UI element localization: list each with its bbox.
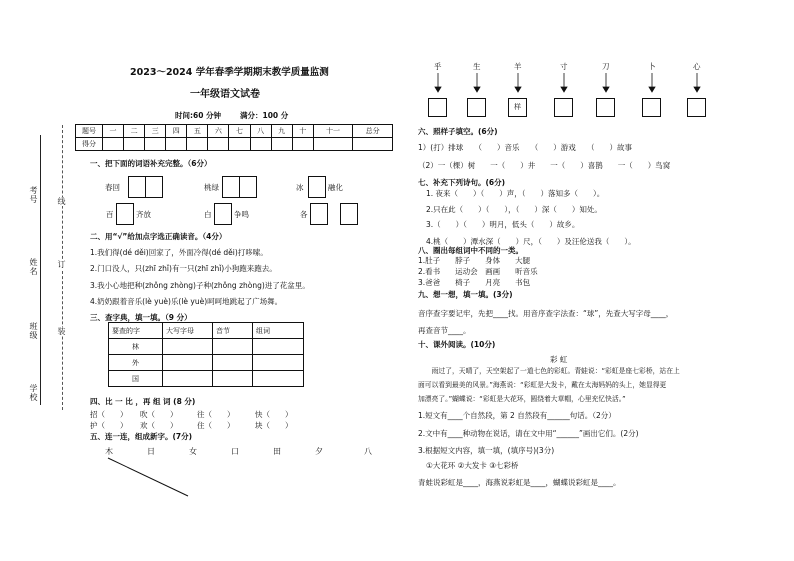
reading-question: 2.文中有____种动物在说话，请在文中用“______”画出它们。(2分) — [418, 429, 639, 438]
answer-cell[interactable] — [213, 371, 253, 387]
fill-line: 1）(打）排球 （ ）音乐 （ ）游戏 （ ）故事 — [418, 143, 632, 152]
passage-line: 雨过了，天晴了，天空架起了一道七色的彩虹。青蛙说：“彩虹是座七彩桥，站在上 — [418, 367, 680, 375]
answer-box[interactable] — [239, 176, 257, 198]
component-char[interactable]: 田 — [273, 447, 281, 456]
idiom-part: 冰 — [296, 183, 304, 192]
radical-arrows — [420, 72, 720, 94]
component-char[interactable]: 八 — [364, 447, 372, 456]
reading-options: ①大花环 ②大发卡 ③七彩桥 — [426, 461, 519, 470]
compare-item: 往（ ） — [197, 410, 235, 419]
char-cell: 国 — [109, 371, 163, 387]
idiom-part: 融化 — [328, 183, 343, 192]
answer-box[interactable] — [128, 176, 146, 198]
score-row-label: 得分 — [76, 138, 103, 151]
score-input-cell[interactable] — [145, 138, 166, 151]
radical-char: 刀 — [602, 62, 610, 71]
time-label: 时间:60 分钟 — [175, 111, 222, 120]
answer-box[interactable] — [214, 203, 232, 225]
answer-box[interactable] — [340, 203, 358, 225]
score-input-cell[interactable] — [250, 138, 271, 151]
table-header-cell: 要查的字 — [109, 323, 163, 339]
poem-line: 3.（ ）（ ）明月，低头（ ）故乡。 — [426, 220, 580, 229]
table-row — [109, 371, 304, 387]
score-cell: 二 — [124, 125, 145, 138]
answer-box[interactable] — [116, 203, 134, 225]
section1-title: 一、把下面的词语补充完整。（6分） — [90, 159, 212, 168]
score-input-cell[interactable] — [353, 138, 393, 151]
score-input-cell[interactable] — [292, 138, 313, 151]
pinyin-question: 1.我们得(dé děi)回家了，外面冷得(dé děi)打哆嗦。 — [90, 248, 268, 257]
binding-margin — [0, 0, 75, 561]
radical-char: 寸 — [560, 62, 568, 71]
compare-item: 欢（ ） — [140, 421, 178, 430]
score-cell: 十 — [292, 125, 313, 138]
compare-item: 吹（ ） — [140, 410, 178, 419]
table-row — [109, 339, 304, 355]
exam-subtitle: 一年级语文试卷 — [190, 89, 260, 100]
score-cell: 八 — [250, 125, 271, 138]
binding-line-mark: 线 — [57, 197, 66, 206]
compare-item: 护（ ） — [90, 421, 128, 430]
compare-item: 住（ ） — [197, 421, 235, 430]
radical-char: 羊 — [514, 62, 522, 71]
radical-answer-box[interactable] — [687, 98, 706, 117]
answer-cell[interactable] — [253, 339, 304, 355]
table-header-cell: 音节 — [213, 323, 253, 339]
pinyin-question: 2.门口没人，只(zhī zhǐ)有一只(zhī zhǐ)小狗跑来跑去。 — [90, 264, 277, 273]
radical-example-box: 样 — [508, 98, 527, 117]
poem-line: 4.桃（ ）潭水深（ ）尺，（ ）及汪伦送我（ ）。 — [426, 237, 636, 246]
radical-char: 卜 — [648, 62, 656, 71]
score-input-cell[interactable] — [208, 138, 229, 151]
score-input-cell[interactable] — [166, 138, 187, 151]
idiom-part: 桃绿 — [204, 183, 219, 192]
score-cell: 七 — [229, 125, 250, 138]
radical-answer-box[interactable] — [428, 98, 447, 117]
dictionary-question: 再查音节____。 — [418, 326, 471, 335]
radical-answer-box[interactable] — [642, 98, 661, 117]
score-table-score-row — [76, 138, 393, 151]
section9-title: 九、想一想，填一填。(3分) — [418, 290, 513, 299]
reading-answer-line: 青蛙说彩虹是____，海燕说彩虹是____，蝴蝶说彩虹是____。 — [418, 478, 621, 487]
exam-title: 2023～2024 学年春季学期期末教学质量监测 — [130, 67, 329, 78]
score-input-cell[interactable] — [187, 138, 208, 151]
word-group: 2.看书 运动会 画画 听音乐 — [418, 267, 538, 276]
dictionary-table — [108, 322, 304, 387]
word-group: 3.爸爸 椅子 月亮 书包 — [418, 278, 531, 287]
score-cell: 总分 — [353, 125, 393, 138]
section2-title: 二、用“√”给加点字选正确读音。（4分） — [90, 232, 227, 241]
score-input-cell[interactable] — [271, 138, 292, 151]
reading-question: 1.短文有____个自然段，第 2 自然段有______句话。（2分） — [418, 411, 616, 420]
school-label: 学校 — [29, 384, 38, 402]
char-cell: 外 — [109, 355, 163, 371]
word-group: 1.肚子 脖子 身体 大腿 — [418, 256, 531, 265]
radical-answer-box[interactable] — [554, 98, 573, 117]
score-cell: 十一 — [313, 125, 353, 138]
score-cell: 三 — [145, 125, 166, 138]
score-cell: 六 — [208, 125, 229, 138]
answer-cell[interactable] — [213, 355, 253, 371]
idiom-part: 白 — [204, 210, 212, 219]
radical-char: 心 — [693, 62, 701, 71]
class-label: 班级 — [29, 322, 38, 340]
score-input-cell[interactable] — [229, 138, 250, 151]
compare-item: 快（ ） — [255, 410, 293, 419]
component-char[interactable]: 女 — [189, 447, 197, 456]
connecting-line-example — [100, 455, 195, 500]
passage-line: 面可以看到最美的风景。”海燕说：“彩虹是大发卡，戴在太海妈妈的头上，她显得更 — [418, 381, 667, 389]
radical-char: 生 — [473, 62, 481, 71]
score-cell: 题号 — [76, 125, 103, 138]
idiom-part: 各 — [300, 210, 308, 219]
section8-title: 八、圈出每组词中不同的一类。 — [418, 246, 523, 255]
table-header-cell: 组词 — [253, 323, 304, 339]
pinyin-question: 3.我小心地把种(zhǒng zhòng)子种(zhǒng zhòng)进了花盆里。 — [90, 281, 310, 290]
idiom-part: 百 — [106, 210, 114, 219]
answer-cell[interactable] — [163, 339, 213, 355]
answer-cell[interactable] — [213, 339, 253, 355]
score-cell: 四 — [166, 125, 187, 138]
radical-answer-box[interactable] — [467, 98, 486, 117]
answer-box[interactable] — [222, 176, 240, 198]
binding-install-mark: 装 — [57, 327, 66, 336]
compare-item: 块（ ） — [255, 421, 293, 430]
full-score-label: 满分：100 分 — [240, 111, 289, 120]
score-table — [75, 124, 393, 151]
dictionary-table-header — [109, 323, 304, 339]
answer-box[interactable] — [308, 176, 326, 198]
score-table-header-row — [76, 125, 393, 138]
passage-line: 加漂亮了。”蝴蝶说：“彩虹是大花环，圆绕着大草帽，心里充忆快活。” — [418, 395, 626, 403]
pinyin-question: 4.奶奶跟着音乐(lè yuè)乐(lè yuè)呵呵地跳起了广场舞。 — [90, 297, 283, 306]
score-cell: 九 — [271, 125, 292, 138]
radical-answer-box[interactable] — [596, 98, 615, 117]
idiom-part: 齐放 — [136, 210, 151, 219]
table-row — [109, 355, 304, 371]
dictionary-question: 音序查字要记牢，先把____找。用音序查字法查：“球”，先查大写字母____， — [418, 309, 674, 318]
component-char[interactable]: 木 — [105, 447, 113, 456]
fill-line: （2）一（棵）树 一（ ）井 一（ ）喜鹊 一（ ）鸟窝 — [418, 161, 671, 170]
section5-title: 五、连一连，组成新字。(7分) — [90, 432, 193, 441]
answer-cell[interactable] — [163, 355, 213, 371]
compare-item: 招（ ） — [90, 410, 128, 419]
idiom-part: 争鸣 — [234, 210, 249, 219]
exam-no-label: 考号 — [29, 186, 38, 204]
name-label: 姓名 — [29, 258, 38, 276]
component-char[interactable]: 夕 — [315, 447, 323, 456]
component-char[interactable]: 日 — [147, 447, 155, 456]
score-input-cell[interactable] — [124, 138, 145, 151]
score-cell: 一 — [103, 125, 124, 138]
binding-solid-line — [40, 135, 41, 405]
section3-title: 三、查字典，填一填。（9 分） — [90, 313, 192, 322]
answer-box[interactable] — [145, 176, 163, 198]
answer-cell[interactable] — [253, 371, 304, 387]
passage-title: 彩 虹 — [550, 355, 568, 364]
score-cell: 五 — [187, 125, 208, 138]
score-input-cell[interactable] — [103, 138, 124, 151]
answer-box[interactable] — [310, 203, 328, 225]
radical-char: 乎 — [434, 62, 442, 71]
answer-cell[interactable] — [163, 371, 213, 387]
binding-order-mark: 订 — [57, 260, 66, 269]
char-cell: 林 — [109, 339, 163, 355]
table-header-cell: 大写字母 — [163, 323, 213, 339]
idiom-part: 春回 — [105, 183, 120, 192]
component-char[interactable]: 口 — [231, 447, 239, 456]
score-input-cell[interactable] — [313, 138, 353, 151]
reading-question: 3.根据短文内容，填一填，(填序号)(3分) — [418, 446, 555, 455]
answer-cell[interactable] — [253, 355, 304, 371]
section10-title: 十、课外阅读。(10分) — [418, 340, 496, 349]
poem-line: 1. 夜来（ ）（ ）声，（ ）落知多（ ）。 — [426, 189, 605, 198]
section4-title: 四、比 一 比 ，再 组 词 (8 分) — [90, 397, 196, 406]
poem-line: 2.只在此（ ）（ ），（ ）深（ ）知处。 — [426, 205, 602, 214]
section6-title: 六、照样子填空。(6分) — [418, 127, 498, 136]
section7-title: 七、补充下列诗句。(6分) — [418, 178, 506, 187]
